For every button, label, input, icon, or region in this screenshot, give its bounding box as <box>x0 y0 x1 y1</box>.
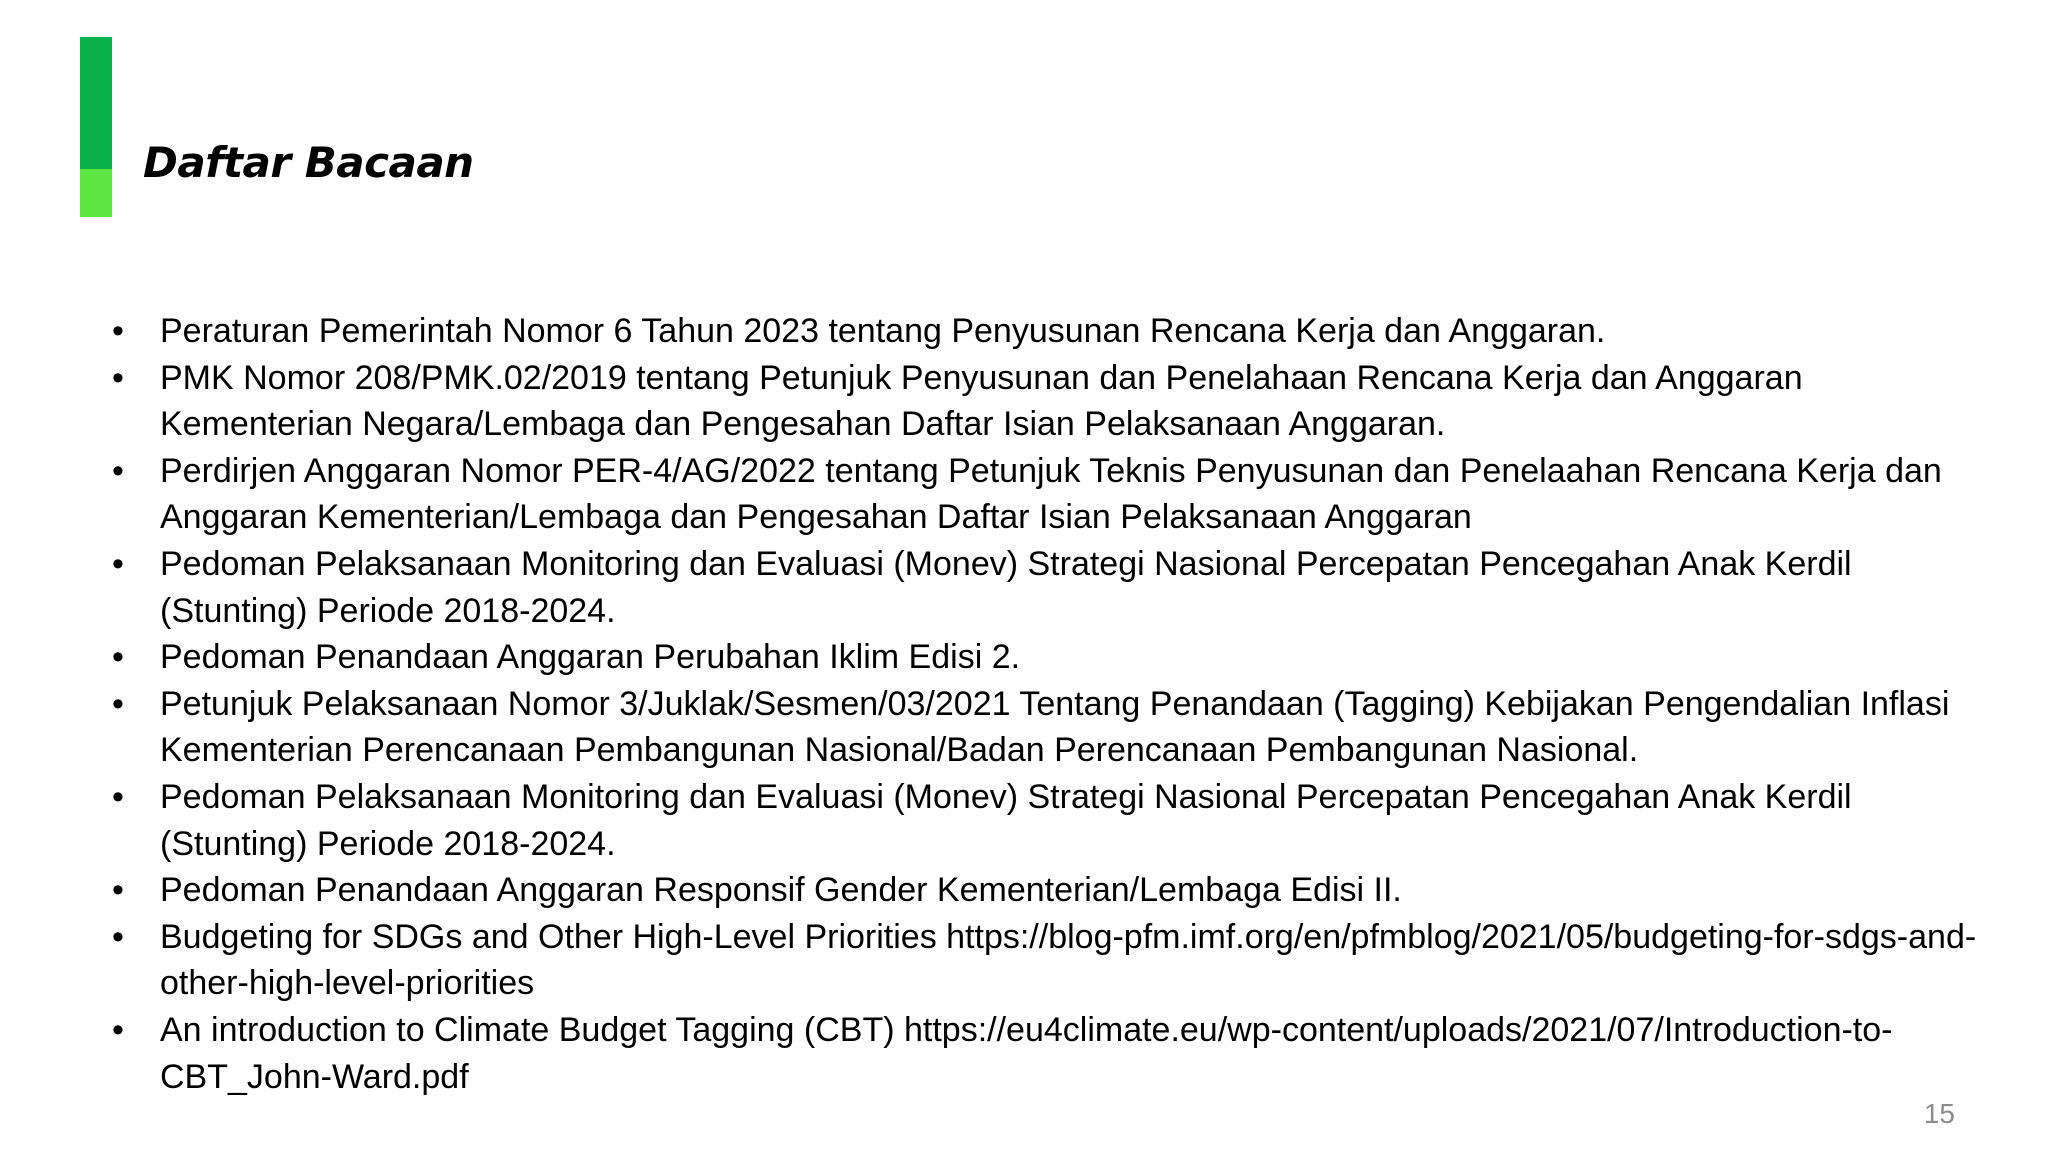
reference-text: Peraturan Pemerintah Nomor 6 Tahun 2023 tentang Penyusunan Rencana Kerja dan Anggaran. <box>160 312 1606 350</box>
reference-text: Pedoman Penandaan Anggaran Responsif Gender Kementerian/Lembaga Edisi II. <box>160 871 1402 910</box>
list-item <box>108 448 1988 541</box>
list-item <box>108 308 1988 355</box>
page-number: 15 <box>1923 1098 1955 1129</box>
reference-list <box>108 308 1988 1100</box>
bullet-icon: • <box>112 1010 124 1049</box>
reference-text: PMK Nomor 208/PMK.02/2019 tentang Petunjuk Penyusunan dan Penelahaan Rencana Kerja dan Anggaran Kementerian Negara/Lembaga dan Pengesahan Daftar Isian Pelaksanaan Anggaran. <box>160 358 1803 444</box>
accent-bar-dark-segment <box>80 37 112 169</box>
list-item <box>108 1007 1988 1100</box>
bullet-icon: • <box>112 451 124 490</box>
bullet-icon: • <box>112 917 124 956</box>
bullet-icon: • <box>112 312 124 350</box>
list-item <box>108 541 1988 634</box>
list-item <box>108 867 1988 914</box>
reference-text: Pedoman Pelaksanaan Monitoring dan Evaluasi (Monev) Strategi Nasional Percepatan Pencegahan Anak Kerdil (Stunting) Periode 2018-2024. <box>160 544 1852 630</box>
accent-bar-light-segment <box>80 169 112 217</box>
title-accent-bar <box>80 37 112 217</box>
page-title: Daftar Bacaan <box>143 138 474 187</box>
reference-text: Pedoman Pelaksanaan Monitoring dan Evaluasi (Monev) Strategi Nasional Percepatan Pencegahan Anak Kerdil (Stunting) Periode 2018-2024. <box>160 777 1852 863</box>
list-item <box>108 774 1988 867</box>
list-item <box>108 914 1988 1007</box>
list-item <box>108 634 1988 681</box>
reference-text: An introduction to Climate Budget Tagging (CBT) https://eu4climate.eu/wp-content/uploads/2021/07/Introduction-to-CBT_John-Ward.pdf <box>160 1010 1893 1096</box>
reference-text: Budgeting for SDGs and Other High-Level Priorities https://blog-pfm.imf.org/en/pfmblog/2021/05/budgeting-for-sdgs-and-other-high-level-priorities <box>160 917 1977 1003</box>
bullet-icon: • <box>112 777 124 816</box>
bullet-icon: • <box>112 638 124 677</box>
list-item <box>108 355 1988 448</box>
reference-text: Petunjuk Pelaksanaan Nomor 3/Juklak/Sesmen/03/2021 Tentang Penandaan (Tagging) Kebijakan Pengendalian Inflasi Kementerian Perencanaan Pembangunan Nasional/Badan Perencanaan Pembangunan Nasional. <box>160 684 1950 770</box>
reference-text: Pedoman Penandaan Anggaran Perubahan Iklim Edisi 2. <box>160 638 1021 677</box>
bullet-icon: • <box>112 358 124 397</box>
bullet-icon: • <box>112 871 124 910</box>
bullet-icon: • <box>112 544 124 583</box>
list-item <box>108 681 1988 774</box>
reference-text: Perdirjen Anggaran Nomor PER-4/AG/2022 tentang Petunjuk Teknis Penyusunan dan Penelaahan Rencana Kerja dan Anggaran Kementerian/Lembaga dan Pengesahan Daftar Isian Pelaksanaan Anggaran <box>160 451 1942 537</box>
bullet-icon: • <box>112 684 124 723</box>
